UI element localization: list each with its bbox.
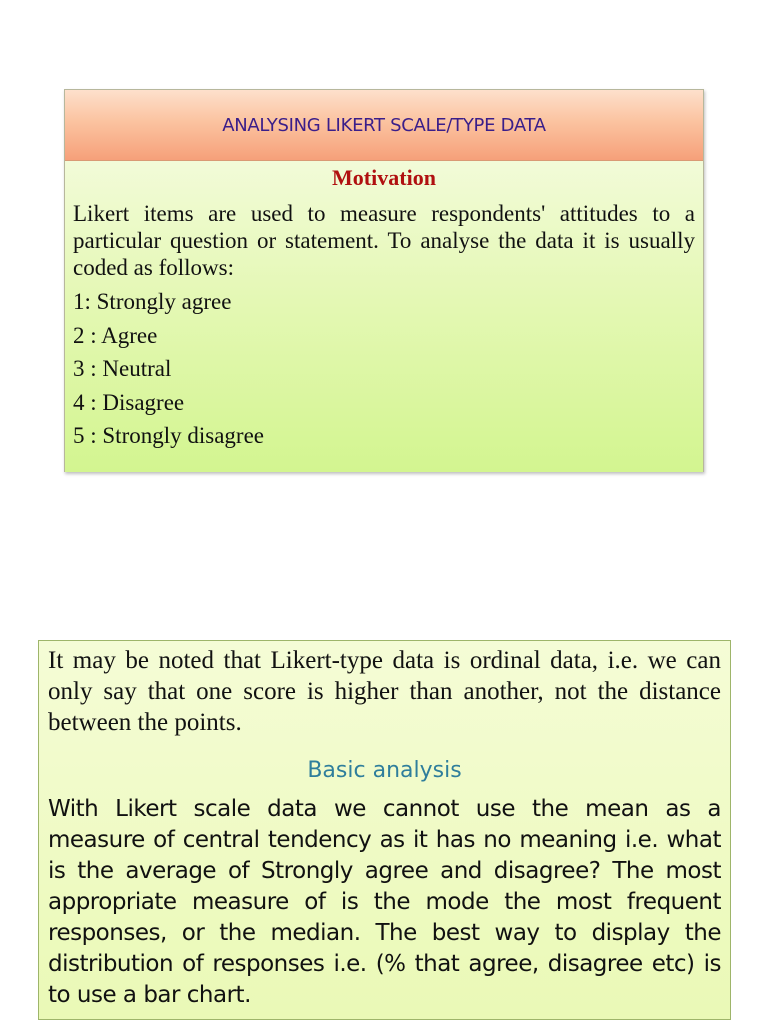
basic-analysis-card (38, 640, 731, 1020)
basic-analysis-heading: Basic analysis (307, 758, 462, 783)
likert-code-list (73, 285, 695, 453)
code-item-2: 2 : Agree (73, 322, 158, 348)
code-item-5: 5 : Strongly disagree (73, 423, 264, 448)
basic-analysis-paragraph: With Likert scale data we cannot use the mean as a measure of central tendency as it has no meaning i.e. what is the average of Strongly agree and disagree? The most appropriate measure of is the mode the most frequent responses, or the median. The best way to display the distribution of responses i.e. (% that agree, disagree etc) is to use a bar chart. (48, 796, 721, 1008)
intro-paragraph: Likert items are used to measure respondents' attitudes to a particular question or statement. To analyse the data it is usually coded as follows: (73, 201, 695, 280)
code-item-1: 1: Strongly agree (73, 289, 232, 314)
ordinal-data-paragraph: It may be noted that Likert-type data is ordinal data, i.e. we can only say that one score is higher than another, not the distance between the points. (48, 647, 721, 736)
code-item-3: 3 : Neutral (73, 356, 172, 381)
card-title: ANALYSING LIKERT SCALE/TYPE DATA (222, 114, 546, 136)
motivation-card (64, 89, 704, 472)
card-body (65, 161, 703, 472)
code-item-4: 4 : Disagree (73, 389, 185, 415)
card-header (65, 90, 703, 161)
motivation-heading: Motivation (332, 165, 436, 190)
